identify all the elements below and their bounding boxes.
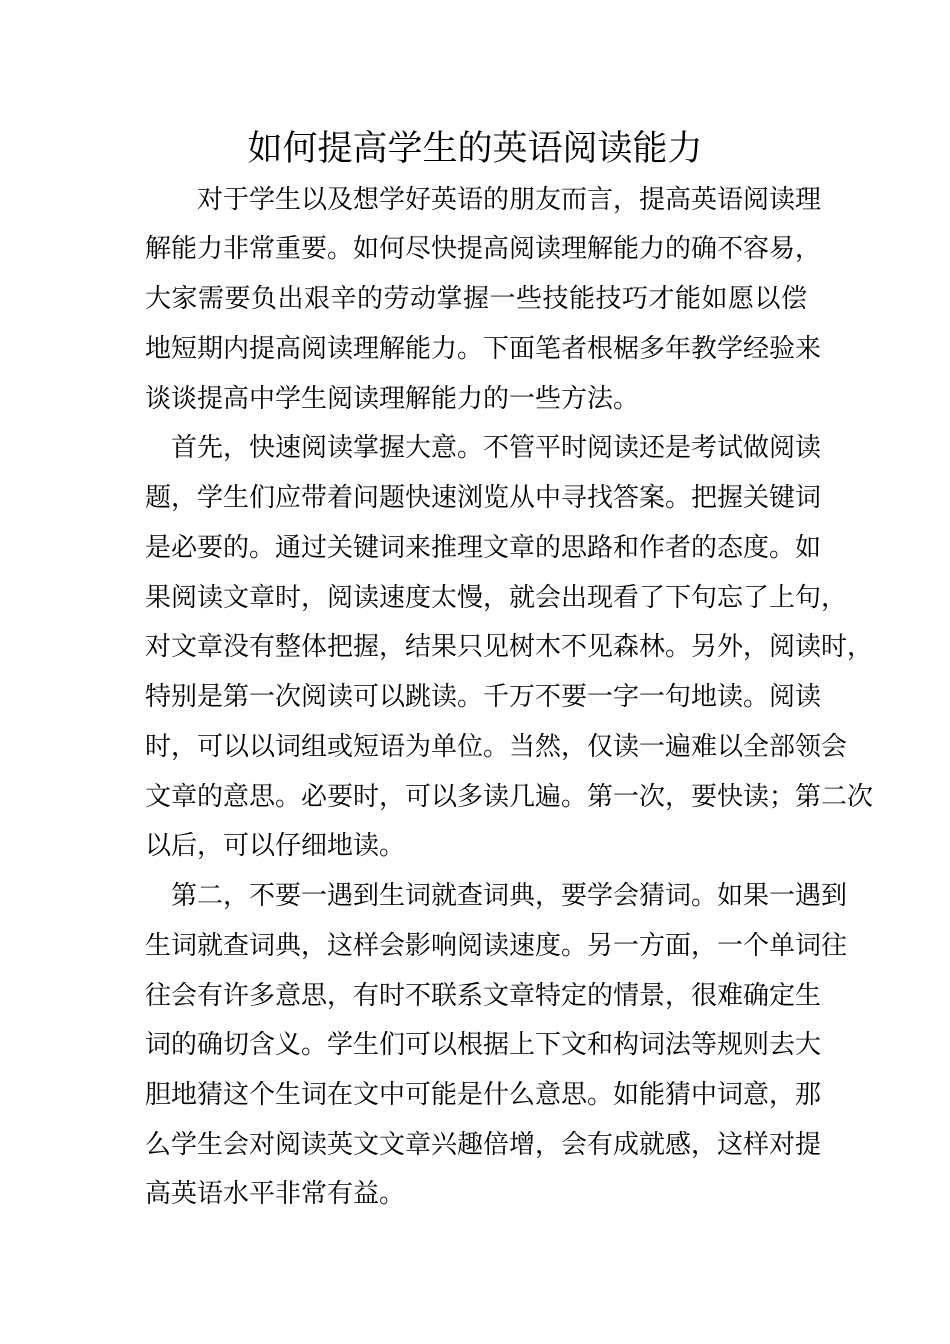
paragraph-2-line-6: 特别是第一次阅读可以跳读。千万不要一字一句地读。阅读 xyxy=(145,682,822,712)
paragraph-1-line-4: 地短期内提高阅读理解能力。下面笔者根椐多年教学经验来 xyxy=(145,334,822,364)
paragraph-1-line-3: 大家需要负出艰辛的劳动掌握一些技能技巧才能如愿以偿 xyxy=(145,284,807,314)
paragraph-3-line-2: 生词就查词典，这样会影响阅读速度。另一方面，一个单词往 xyxy=(145,931,848,961)
paragraph-3-line-3: 往会有许多意思，有时不联系文章特定的情景，很难确定生 xyxy=(145,981,822,1011)
paragraph-3-line-5: 胆地猜这个生词在文中可能是什么意思。如能猜中词意，那 xyxy=(145,1080,822,1110)
paragraph-2-line-7: 时，可以以词组或短语为单位。当然，仅读一遍难以全部领会 xyxy=(145,732,848,762)
paragraph-2-line-8: 文章的意思。必要时，可以多读几遍。第一次，要快读；第二次 xyxy=(145,782,874,812)
paragraph-2-line-5: 对文章没有整体把握，结果只见树木不见森林。另外，阅读时， xyxy=(145,632,874,662)
paragraph-2-line-4: 果阅读文章时，阅读速度太慢，就会出现看了下句忘了上句， xyxy=(145,583,848,613)
paragraph-2-line-2: 题，学生们应带着问题快速浏览从中寻找答案。把握关键词 xyxy=(145,483,822,513)
paragraph-3-line-4: 词的确切含义。学生们可以根据上下文和构词法等规则去大 xyxy=(145,1030,822,1060)
paragraph-2-line-3: 是必要的。通过关键词来推理文章的思路和作者的态度。如 xyxy=(145,533,822,563)
paragraph-3-line-6: 么学生会对阅读英文文章兴趣倍增，会有成就感，这样对提 xyxy=(145,1130,822,1160)
paragraph-1-line-1: 对于学生以及想学好英语的朋友而言，提高英语阅读理 xyxy=(197,185,822,215)
paragraph-3-line-1: 第二，不要一遇到生词就查词典，要学会猜词。如果一遇到 xyxy=(171,881,848,911)
document-title: 如何提高学生的英语阅读能力 xyxy=(247,129,703,169)
paragraph-2-line-9: 以后，可以仔细地读。 xyxy=(145,831,406,861)
paragraph-1-line-2: 解能力非常重要。如何尽快提高阅读理解能力的确不容易， xyxy=(145,234,822,264)
paragraph-1-line-5: 谈谈提高中学生阅读理解能力的一些方法。 xyxy=(145,384,640,414)
paragraph-2-line-1: 首先，快速阅读掌握大意。不管平时阅读还是考试做阅读 xyxy=(171,433,822,463)
paragraph-3-line-7: 高英语水平非常有益。 xyxy=(145,1179,406,1209)
